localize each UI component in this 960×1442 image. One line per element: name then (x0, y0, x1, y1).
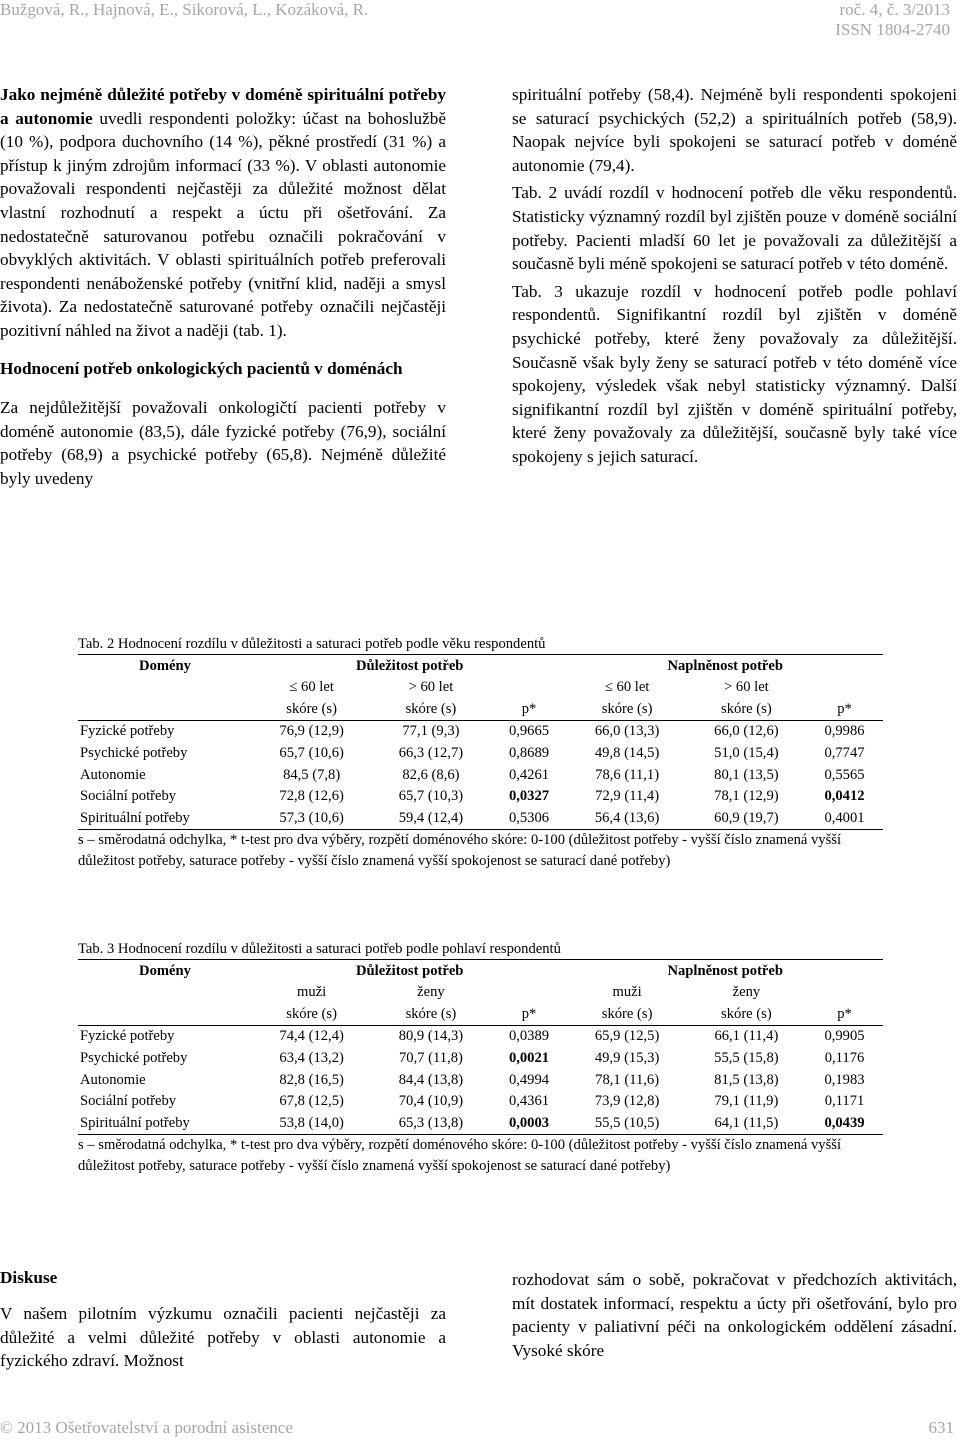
table-cell: 0,0021 (508, 1049, 550, 1066)
table-cell: 78,1 (12,9) (714, 788, 779, 805)
table-note: s – směrodatná odchylka, * t-test pro dva výběry, rozpětí doménového skóre: 0-100 (důležitost potřeby - vyšší číslo znamená vyšší důležitost potřeby, saturace potřeby - vyšší číslo znamená vyšší spokojenost se saturací dané potřeby) (78, 1136, 842, 1175)
table-row (78, 1112, 883, 1134)
table-cell: 82,6 (8,6) (402, 766, 460, 783)
table-cell: Sociální potřeby (80, 1093, 177, 1110)
table-cell: Autonomie (80, 766, 146, 783)
table-cell: 65,7 (10,6) (279, 744, 344, 761)
table-cell: 0,9905 (824, 1028, 865, 1045)
table-cell: Fyzické potřeby (80, 723, 175, 740)
table-cell: 0,8689 (508, 744, 550, 761)
paragraph: V našem pilotním výzkumu označili pacienti nejčastěji za důležité a velmi důležité potřeby v oblasti autonomie a fyzického zdraví. Možnost (0, 1304, 446, 1371)
table-note: s – směrodatná odchylka, * t-test pro dva výběry, rozpětí doménového skóre: 0-100 (důležitost potřeby - vyšší číslo znamená vyšší důležitost potřeby, saturace potřeby - vyšší číslo znamená vyšší spokojenost se saturací dané potřeby) (78, 831, 842, 870)
table-cell: 49,9 (15,3) (594, 1049, 660, 1066)
bold-phrase: Jako nejméně důležité potřeby v doméně spirituální potřeby a autonomie (0, 85, 446, 128)
page-number: 631 (928, 1418, 954, 1437)
p-label: p* (491, 698, 568, 720)
footer-copyright: © 2013 Ošetřovatelství a porodní asistence (0, 1418, 293, 1437)
table-row (78, 1069, 883, 1091)
p-label: p* (806, 698, 883, 720)
table-cell: 77,1 (9,3) (402, 723, 460, 740)
data-table (78, 959, 883, 1135)
table-cell: 0,5565 (824, 766, 865, 783)
table-cell: 64,1 (11,5) (687, 1112, 806, 1134)
score-label: skóre (s) (687, 698, 806, 720)
paragraph (0, 83, 446, 343)
table-cell: 0,4361 (508, 1093, 550, 1110)
table-cell: 80,1 (13,5) (714, 766, 779, 783)
running-header-authors: Bužgová, R., Hajnová, E., Sikorová, L., Kozáková, R. (0, 0, 369, 19)
table-cell: 0,5306 (491, 807, 568, 829)
table-cell: 70,7 (11,8) (398, 1049, 463, 1066)
col-header-naplnenost: Naplněnost potřeb (567, 655, 883, 677)
table-cell: 67,8 (12,5) (279, 1093, 344, 1110)
table-cell: 55,5 (10,5) (567, 1112, 686, 1134)
table-cell: 51,0 (15,4) (714, 744, 779, 761)
table-cell: 84,4 (13,8) (398, 1071, 464, 1088)
score-label: skóre (s) (371, 698, 490, 720)
issn-label: ISSN 1804-2740 (835, 20, 950, 39)
table-cell: 72,8 (12,6) (279, 788, 344, 805)
score-label: skóre (s) (371, 1003, 490, 1025)
table-cell: 0,0003 (491, 1112, 568, 1134)
table-cell: 65,3 (13,8) (371, 1112, 490, 1134)
table-cell: 72,9 (11,4) (595, 788, 660, 805)
group-label: ženy (732, 984, 761, 1001)
p-label: p* (806, 1003, 883, 1025)
paragraph: Tab. 3 ukazuje rozdíl v hodnocení potřeb podle pohlaví respondentů. Signifikantní rozdíl byl zjištěn v doméně psychické potřeby, které ženy považovaly za důležitější. Současně však byly ženy se saturací potřeb v této doméně více spokojeny, výsledek však nebyl statisticky významný. Další signifikantní rozdíl byl zjištěn v doméně spirituální potřeby, které ženy považovaly za důležitější, současně byly také více spokojeny s jejich saturací. (512, 281, 957, 466)
paragraph: Tab. 2 uvádí rozdíl v hodnocení potřeb dle věku respondentů. Statisticky významný rozdíl byl zjištěn pouze v doméně sociální potřeby. Pacienti mladší 60 let je považovali za důležitější a současně byli méně spokojeni se saturací potřeb v této doméně. (512, 183, 957, 274)
table-cell: 70,4 (10,9) (398, 1093, 464, 1110)
paragraph: Za nejdůležitější považovali onkologičtí pacienti potřeby v doméně autonomie (83,5), dále fyzické potřeby (76,9), sociální potřeby (68,9) a psychické potřeby (65,8). Nejméně důležité byly uvedeny (0, 398, 446, 488)
table-cell: 82,8 (16,5) (279, 1071, 344, 1088)
table-cell: 55,5 (15,8) (714, 1049, 779, 1066)
running-header-journal (835, 0, 950, 40)
group-label: ≤ 60 let (604, 679, 650, 696)
table-cell: 0,4261 (508, 766, 550, 783)
table-row (78, 786, 883, 808)
table-row (78, 1025, 883, 1047)
table-cell: 0,1176 (824, 1049, 865, 1066)
table-caption: Tab. 3 Hodnocení rozdílu v důležitosti a saturaci potřeb podle pohlaví respondentů (78, 941, 561, 957)
table-row (78, 720, 883, 742)
table-cell: 63,4 (13,2) (279, 1049, 344, 1066)
score-label: skóre (s) (252, 1003, 371, 1025)
col-header-domeny: Domény (78, 655, 252, 677)
col-header-dulezitost: Důležitost potřeb (252, 655, 567, 677)
table-cell: 66,3 (12,7) (398, 744, 464, 761)
table-cell: 84,5 (7,8) (283, 766, 341, 783)
table-cell: 66,0 (12,6) (714, 723, 779, 740)
table-cell: 0,0412 (824, 788, 865, 805)
table-cell: 0,9986 (824, 723, 865, 740)
table-cell: 81,5 (13,8) (714, 1071, 779, 1088)
table-cell: 0,4994 (508, 1071, 550, 1088)
table-cell: 0,1171 (824, 1093, 865, 1110)
table-cell: Sociální potřeby (80, 788, 177, 805)
table-cell: 60,9 (19,7) (687, 807, 806, 829)
table-cell: 78,1 (11,6) (595, 1071, 660, 1088)
paragraph: spirituální potřeby (58,4). Nejméně byli respondenti spokojeni se saturací psychických (52,2) a spirituálních potřeb (58,9). Naopak nejvíce byli spokojeni se saturací potřeb v doméně autonomie (79,4). (512, 85, 957, 175)
table-cell: 0,9665 (508, 723, 550, 740)
group-label: ≤ 60 let (289, 679, 334, 696)
table-cell: 65,9 (12,5) (594, 1028, 660, 1045)
table-cell: 0,0389 (508, 1028, 550, 1045)
section-heading-diskuse: Diskuse (0, 1268, 58, 1287)
table-caption: Tab. 2 Hodnocení rozdílu v důležitosti a saturaci potřeb podle věku respondentů (78, 636, 546, 652)
group-label: ženy (417, 984, 445, 1001)
group-label: muži (612, 984, 642, 1001)
table-cell: 53,8 (14,0) (252, 1112, 371, 1134)
table-row (78, 742, 883, 764)
table-cell: Fyzické potřeby (80, 1028, 175, 1045)
table-cell: 0,7747 (824, 744, 865, 761)
table-row (78, 764, 883, 786)
col-header-domeny: Domény (78, 960, 252, 982)
table-cell: 0,0327 (508, 788, 550, 805)
table-cell: 49,8 (14,5) (594, 744, 660, 761)
issue-label: roč. 4, č. 3/2013 (839, 0, 950, 19)
table-cell: 73,9 (12,8) (594, 1093, 660, 1110)
table-row (78, 807, 883, 829)
table-cell: 0,4001 (806, 807, 883, 829)
table-cell: 74,4 (12,4) (279, 1028, 344, 1045)
table-cell: Spirituální potřeby (78, 1112, 252, 1134)
table-cell: 57,3 (10,6) (252, 807, 371, 829)
table-cell: 66,1 (11,4) (714, 1028, 779, 1045)
paragraph-text: uvedli respondenti položky: účast na bohoslužbě (10 %), podpora duchovního (14 %), pěkné prostředí (31 %) a přístup k jiným zdrojům informací (33 %). V oblasti autonomie považovali respondenti nejčastěji za důležité možnost dělat vlastní rozhodnutí a respekt a úctu při ošetřování. Za nedostatečně saturovanou potřebu označili pokračování v obvyklých aktivitách. V oblasti spirituálních potřeb preferovali respondenti nenáboženské potřeby (vnitřní klid, naději a smysl života). Za nedostatečně saturované potřeby označili nejčastěji pozitivní náhled na život a naději (tab. 1). (0, 108, 447, 340)
table-cell: 56,4 (13,6) (567, 807, 686, 829)
table-cell: Autonomie (80, 1071, 146, 1088)
score-label: skóre (s) (567, 1003, 686, 1025)
table-cell: 76,9 (12,9) (279, 723, 344, 740)
table-cell: Spirituální potřeby (78, 807, 252, 829)
right-column (512, 83, 957, 473)
table-cell: 78,6 (11,1) (595, 766, 660, 783)
p-label: p* (491, 1003, 568, 1025)
table-row (78, 1047, 883, 1069)
group-label: > 60 let (408, 679, 454, 696)
data-table (78, 654, 883, 830)
table-row (78, 1091, 883, 1113)
table-cell: 0,1983 (824, 1071, 865, 1088)
table-3 (78, 939, 883, 1178)
table-2 (78, 634, 883, 873)
section-heading: Hodnocení potřeb onkologických pacientů v doménách (0, 358, 403, 378)
group-label: muži (297, 984, 327, 1001)
table-cell: 66,0 (13,3) (594, 723, 660, 740)
score-label: skóre (s) (687, 1003, 806, 1025)
col-header-naplnenost: Naplněnost potřeb (567, 960, 883, 982)
paragraph: rozhodovat sám o sobě, pokračovat v předchozích aktivitách, mít dostatek informací, respektu a úcty při ošetřování, bylo pro pacienty v paliativní péči na onkologickém oddělení zásadní. Vysoké skóre (512, 1270, 957, 1360)
group-label: > 60 let (724, 679, 769, 696)
table-cell: Psychické potřeby (80, 1049, 188, 1066)
table-cell: 59,4 (12,4) (371, 807, 490, 829)
table-cell: 65,7 (10,3) (398, 788, 464, 805)
table-cell: 79,1 (11,9) (714, 1093, 779, 1110)
score-label: skóre (s) (567, 698, 686, 720)
table-cell: 80,9 (14,3) (398, 1028, 464, 1045)
left-column (0, 83, 446, 495)
table-cell: Psychické potřeby (80, 744, 188, 761)
table-cell: 0,0439 (806, 1112, 883, 1134)
col-header-dulezitost: Důležitost potřeb (252, 960, 567, 982)
score-label: skóre (s) (252, 698, 371, 720)
